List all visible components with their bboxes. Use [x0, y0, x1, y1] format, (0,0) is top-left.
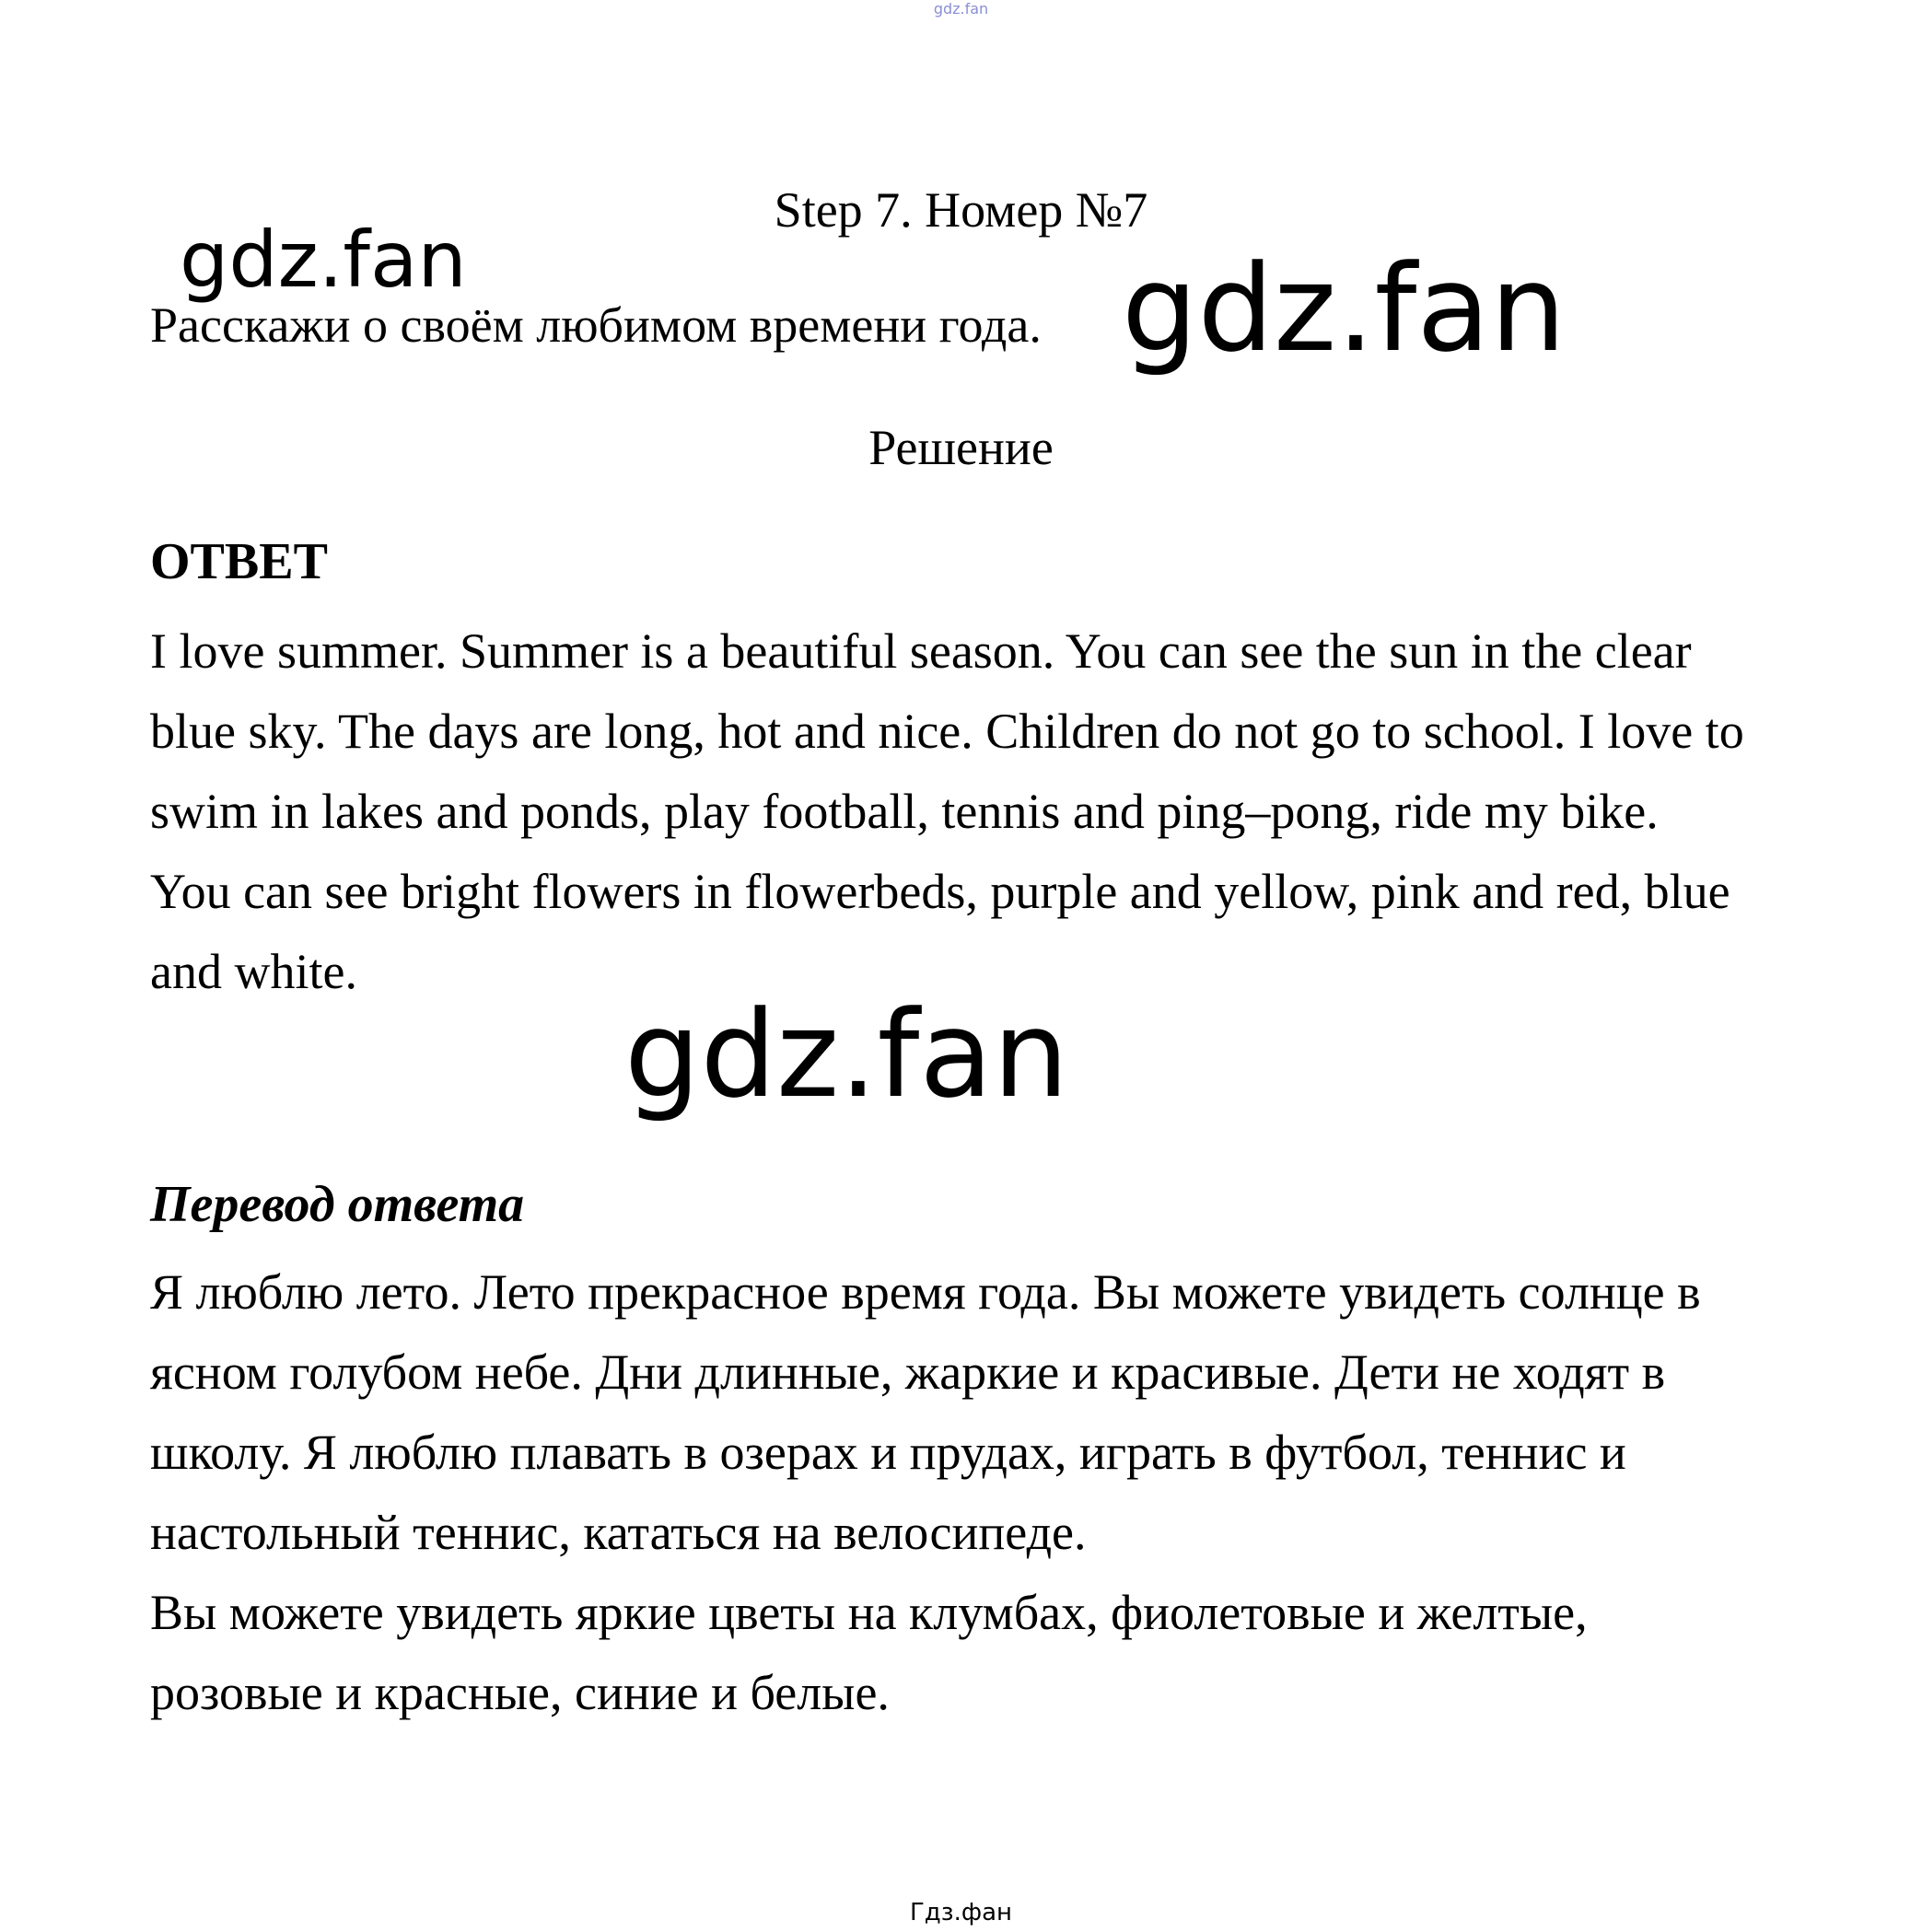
top-watermark: gdz.fan — [933, 0, 989, 17]
translation-paragraph: Вы можете увидеть яркие цветы на клумбах, фиолетовые и желтые, розовые и красные, синие и белые. — [150, 1585, 1588, 1720]
page-title: Step 7. Номер №7 — [774, 182, 1148, 238]
watermark-large-top: gdz.fan — [1122, 239, 1567, 378]
solution-heading: Решение — [868, 420, 1054, 475]
translation-label: Перевод ответа — [150, 1176, 525, 1233]
translation-paragraph: Я люблю лето. Лето прекрасное время года. Вы можете увидеть солнце в ясном голубом небе. Дни длинные, жаркие и красивые. Дети не ходят в школу. Я люблю плавать в озерах и прудах, играть в футбол, теннис и настольный теннис, кататься на велосипеде. — [150, 1264, 1701, 1560]
watermark-small: gdz.fan — [180, 215, 467, 305]
translation-text — [150, 1252, 1771, 1733]
answer-paragraph: You can see bright flowers in flowerbeds, purple and yellow, pink and red, blue and white. — [150, 864, 1730, 999]
task-text: Расскажи о своём любимом времени года. — [150, 297, 1042, 353]
answer-paragraph: I love summer. Summer is a beautiful season. You can see the sun in the clear blue sky. The days are long, hot and nice. Children do not go to school. I love to swim in lakes and ponds, play football, tennis and ping–pong, ride my bike. — [150, 623, 1744, 839]
answer-label: ОТВЕТ — [150, 533, 328, 590]
answer-text — [150, 611, 1771, 1012]
footer-text: Гдз.фан — [909, 1899, 1013, 1926]
watermark-large-middle: gdz.fan — [624, 984, 1069, 1124]
